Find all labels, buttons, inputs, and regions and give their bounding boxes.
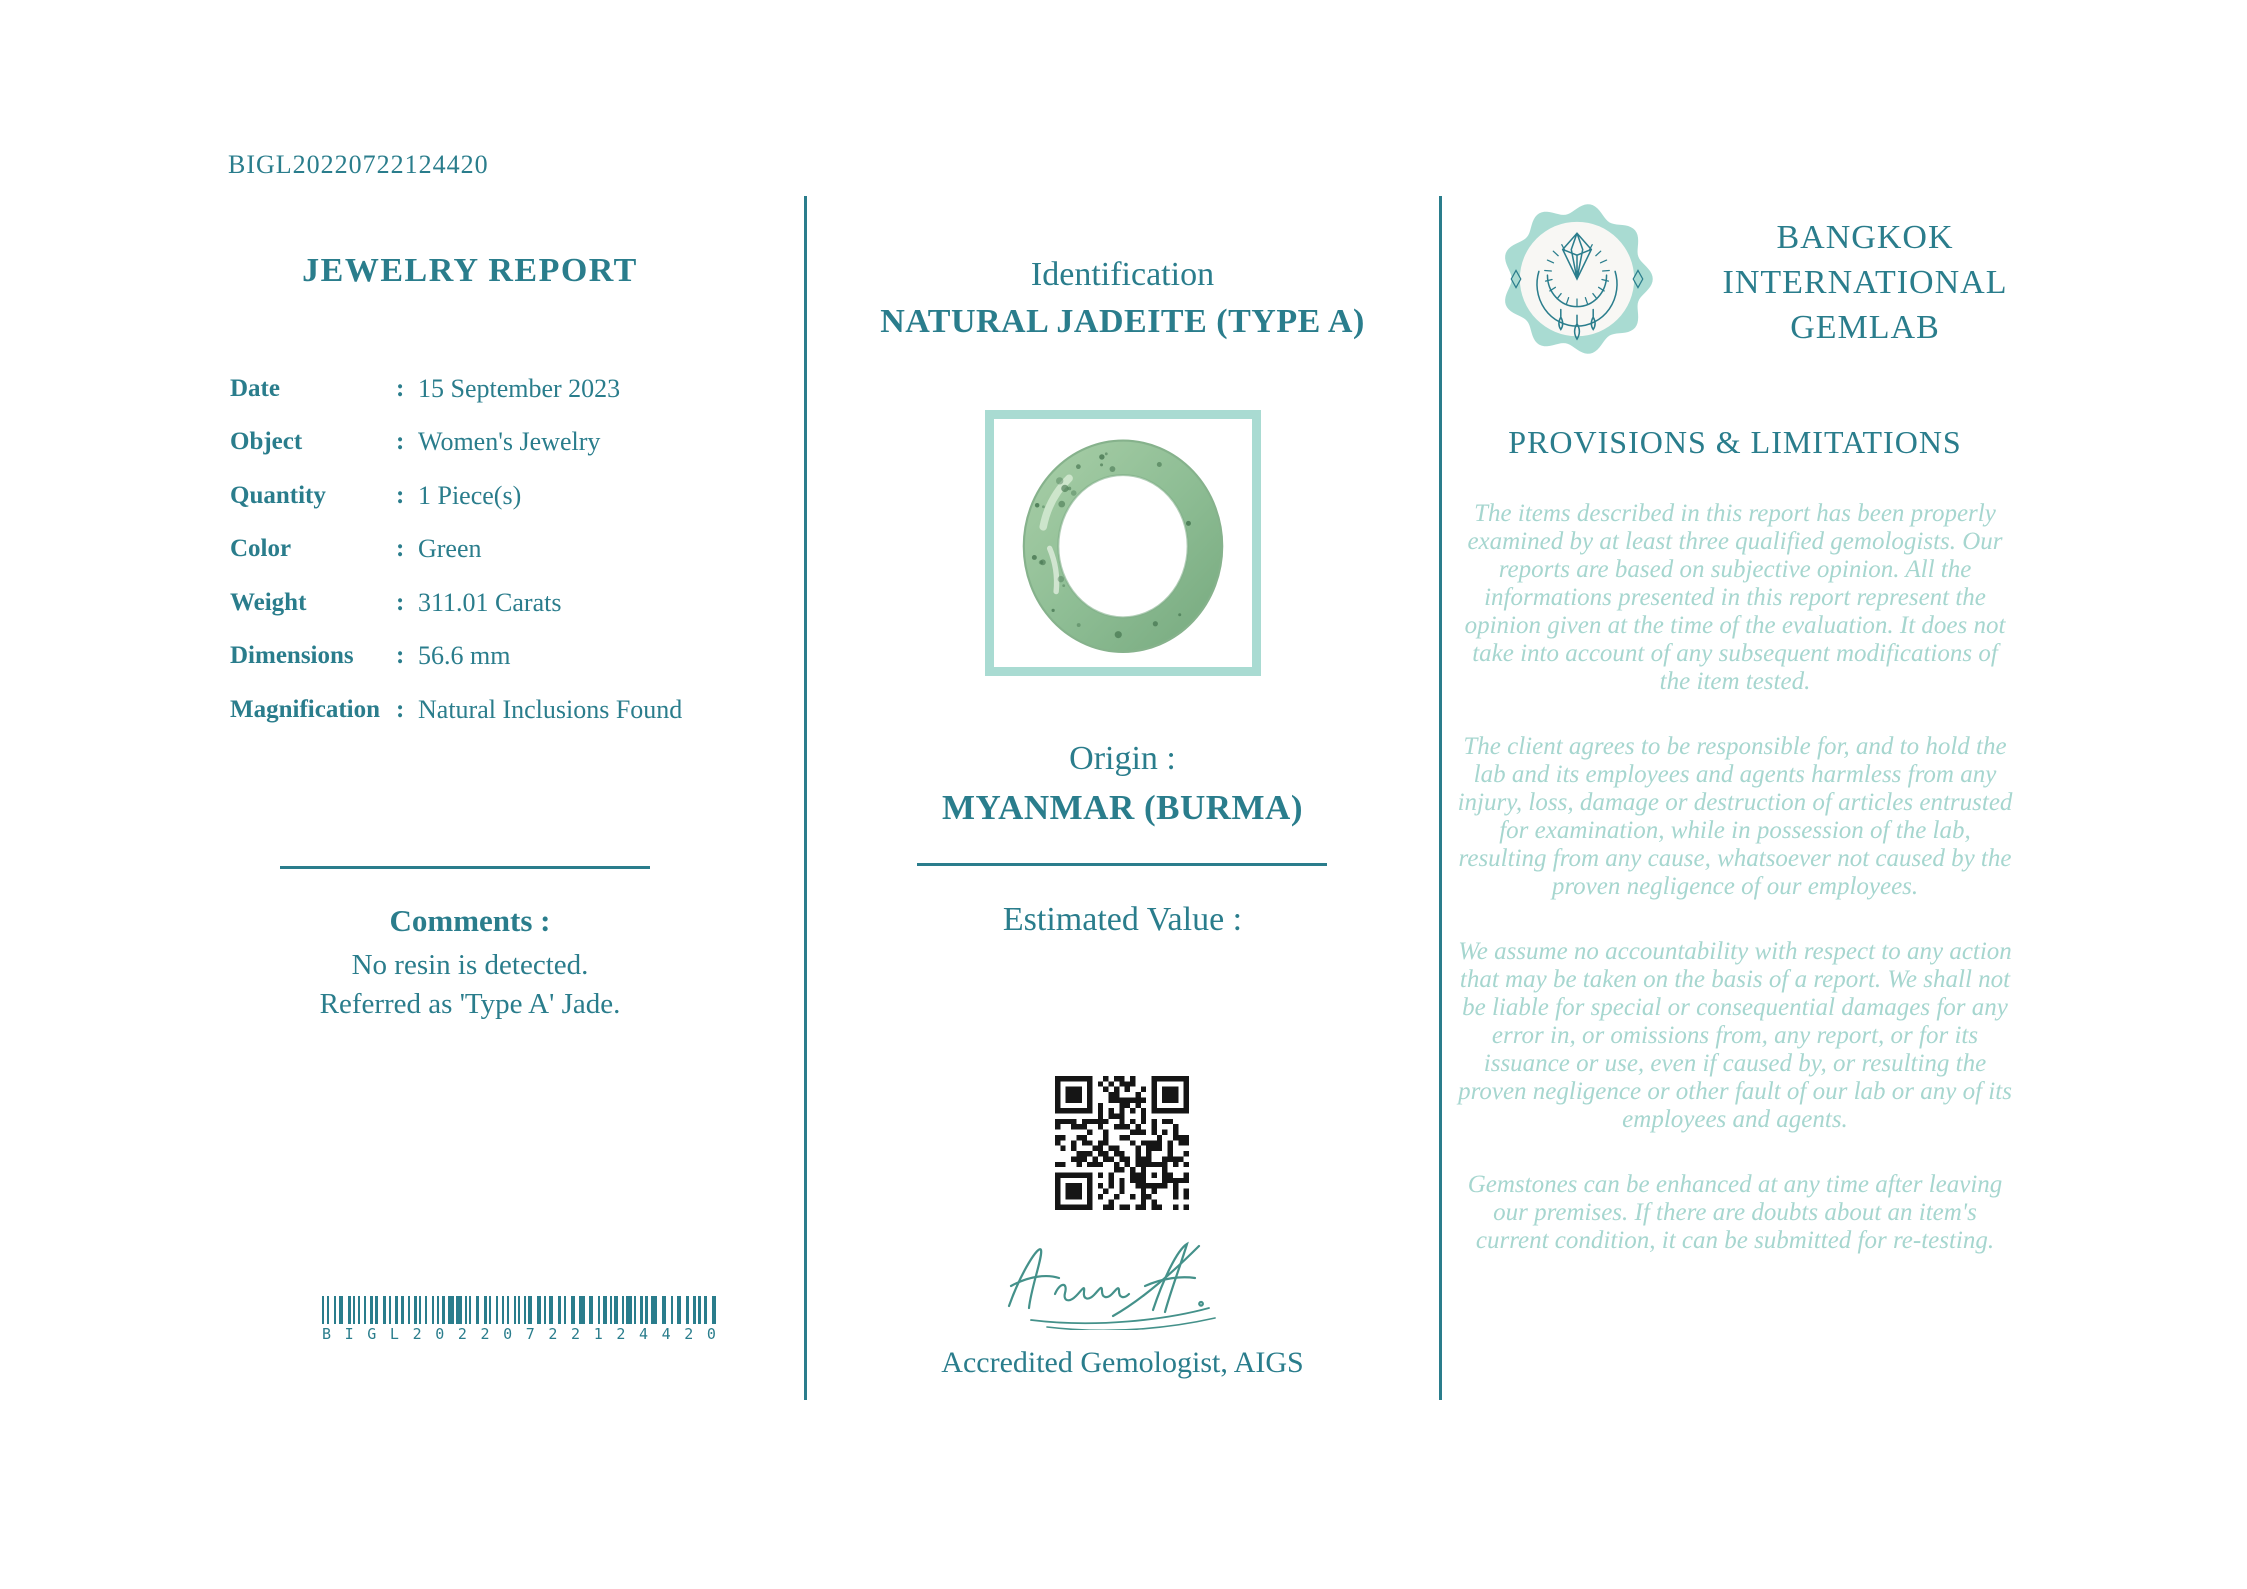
field-row-magnification <box>230 683 742 737</box>
field-value: 56.6 mm <box>418 641 511 671</box>
gemologist-title: Accredited Gemologist, AIGS <box>941 1346 1304 1379</box>
field-value: 311.01 Carats <box>418 587 562 617</box>
field-value: Natural Inclusions Found <box>418 694 683 724</box>
field-value: 15 September 2023 <box>418 373 621 403</box>
provisions-paragraph: We assume no accountability with respect to any action that may be taken on the basis of a report. We shall not be liable for special or consequential damages for any error in, or omissions from, any report, or for its issuance or use, even if caused by, or resulting the proven negligence or other fault of our lab or any of its employees and agents. <box>1458 938 2012 1133</box>
field-label: Magnification <box>230 695 380 723</box>
field-label: Object <box>230 428 303 456</box>
provisions-paragraph: Gemstones can be enhanced at any time after leaving our premises. If there are doubts about an item's current condition, it can be submitted for re-testing. <box>1467 1171 2003 1254</box>
field-row-color <box>230 523 742 577</box>
field-value: Green <box>418 534 482 564</box>
field-row-date <box>230 362 742 416</box>
field-row-weight <box>230 576 742 630</box>
qr-code <box>1055 1076 1189 1210</box>
field-colon: : <box>396 695 405 723</box>
field-colon: : <box>396 374 405 402</box>
field-colon: : <box>396 588 405 616</box>
field-colon: : <box>396 481 405 509</box>
identification-label: Identification <box>1030 256 1215 293</box>
field-label: Date <box>230 374 280 402</box>
field-colon: : <box>396 535 405 563</box>
field-row-dimensions <box>230 630 742 684</box>
comments-divider <box>280 866 650 869</box>
field-row-object <box>230 416 742 470</box>
field-value: 1 Piece(s) <box>418 480 522 510</box>
signature <box>995 1230 1245 1330</box>
barcode-bars <box>322 1296 716 1324</box>
barcode-text: B I G L 2 0 2 2 0 7 2 2 1 2 4 4 2 0 <box>322 1325 716 1343</box>
origin-value: MYANMAR (BURMA) <box>941 788 1303 827</box>
report-fields <box>230 362 742 737</box>
lab-name-line: GEMLAB <box>1790 309 1940 346</box>
field-label: Quantity <box>230 481 326 509</box>
field-value: Women's Jewelry <box>418 427 601 457</box>
comment-line: No resin is detected. <box>351 949 589 981</box>
lab-name-line: BANGKOK <box>1776 219 1954 256</box>
estimated-value-divider <box>917 863 1327 866</box>
provisions-heading: PROVISIONS & LIMITATIONS <box>1508 424 1962 460</box>
jade-bangle-photo <box>994 419 1252 667</box>
signature-drawing <box>995 1230 1245 1330</box>
estimated-value-label: Estimated Value : <box>1002 901 1243 938</box>
report-title: JEWELRY REPORT <box>302 252 638 289</box>
provisions-paragraph: The client agrees to be responsible for, and to hold the lab and its employees and agents harmless from any injury, loss, damage or destruction of articles entrusted for examination, while in possession of the lab, resulting from any cause, whatsoever not caused by the proven negligence of our employees. <box>1457 733 2013 900</box>
document-number: BIGL20220722124420 <box>228 150 489 179</box>
barcode <box>322 1296 716 1343</box>
field-colon: : <box>396 428 405 456</box>
comments-heading: Comments : <box>389 903 551 938</box>
provisions-paragraph: The items described in this report has been properly examined by at least three qualified gemologists. Our reports are based on subjective opinion. All the informations presented in this report represent the opinion given at the time of the evaluation. It does not take into account of any subsequent modifications of the item tested. <box>1464 500 2006 695</box>
field-colon: : <box>396 642 405 670</box>
origin-label: Origin : <box>1069 740 1176 777</box>
field-row-quantity <box>230 469 742 523</box>
comments-body <box>230 946 710 1024</box>
lab-logo <box>1496 198 1658 360</box>
comment-line: Referred as 'Type A' Jade. <box>319 988 621 1020</box>
field-label: Weight <box>230 588 307 616</box>
lab-name <box>1690 215 2040 350</box>
lab-name-line: INTERNATIONAL <box>1722 264 2008 301</box>
field-label: Dimensions <box>230 642 354 670</box>
photo-frame <box>985 410 1261 676</box>
provisions-paragraphs <box>1455 500 2015 1292</box>
identification-value: NATURAL JADEITE (TYPE A) <box>880 303 1365 340</box>
field-label: Color <box>230 535 292 563</box>
